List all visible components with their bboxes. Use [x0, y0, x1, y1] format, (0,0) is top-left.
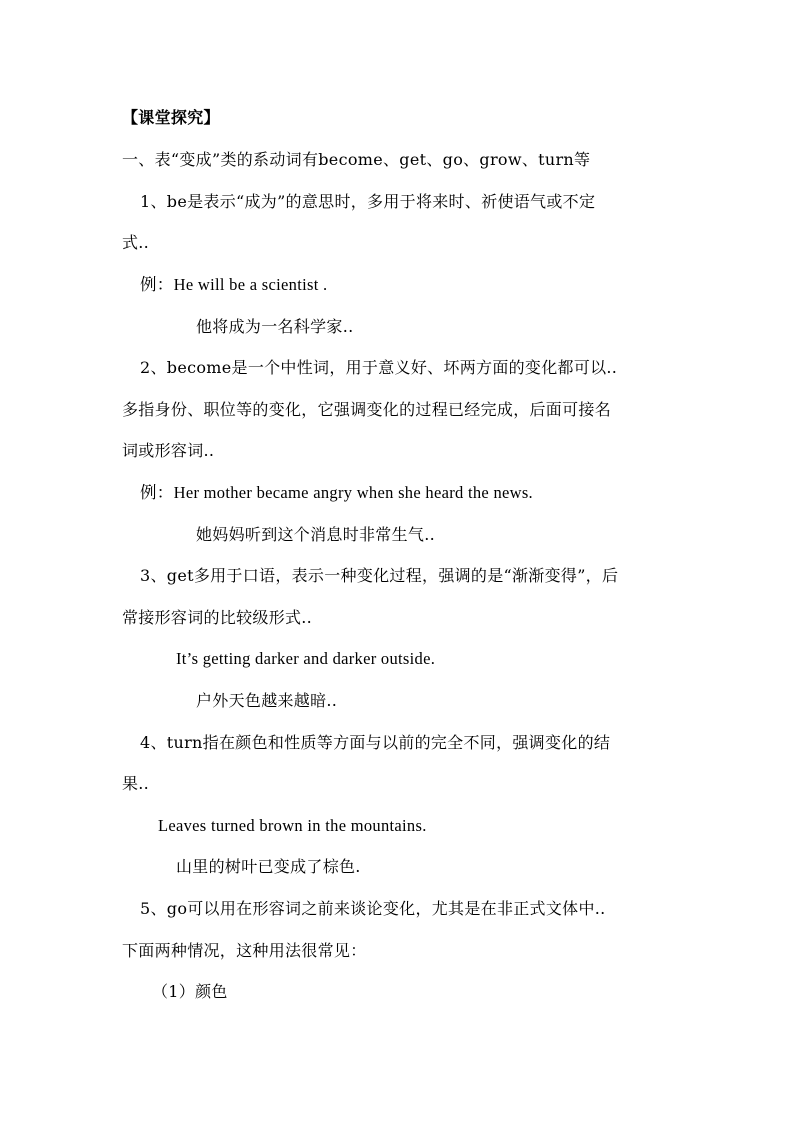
- item-5-line-1: 5、go可以用在形容词之前来谈论变化，尤其是在非正式文体中..: [140, 899, 606, 918]
- item-4-line-1: 4、turn指在颜色和性质等方面与以前的完全不同，强调变化的结: [140, 733, 611, 752]
- item-2-line-3: 词或形容词..: [122, 441, 215, 460]
- item-3-example-en: It’s getting darker and darker outside.: [176, 649, 436, 668]
- item-3-line-1: 3、get多用于口语，表示一种变化过程，强调的是“渐渐变得”，后: [140, 566, 619, 585]
- item-1-example-en: 例：He will be a scientist .: [140, 275, 328, 294]
- item-4-example-en: Leaves turned brown in the mountains.: [158, 816, 427, 835]
- item-2-example-zh: 她妈妈听到这个消息时非常生气..: [196, 525, 435, 544]
- item-2-example-en: 例：Her mother became angry when she heard the news.: [140, 483, 533, 502]
- item-2-line-2: 多指身份、职位等的变化，它强调变化的过程已经完成，后面可接名: [122, 400, 612, 419]
- section-title: 【课堂探究】: [122, 108, 220, 127]
- heading-linking-verbs: 一、表“变成”类的系动词有become、get、go、grow、turn等: [122, 150, 591, 169]
- item-4-example-zh: 山里的树叶已变成了棕色.: [176, 857, 361, 876]
- item-5-line-2: 下面两种情况，这种用法很常见：: [122, 941, 367, 960]
- item-5-sub-1: （1）颜色: [152, 982, 228, 1001]
- item-3-example-zh: 户外天色越来越暗..: [196, 691, 338, 710]
- item-3-line-2: 常接形容词的比较级形式..: [122, 608, 313, 627]
- item-1-line-1: 1、be是表示“成为”的意思时，多用于将来时、祈使语气或不定: [140, 192, 596, 211]
- item-2-line-1: 2、become是一个中性词，用于意义好、坏两方面的变化都可以..: [140, 358, 618, 377]
- item-4-line-2: 果..: [122, 774, 150, 793]
- item-1-example-zh: 他将成为一名科学家..: [196, 317, 354, 336]
- item-1-line-2: 式..: [122, 233, 150, 252]
